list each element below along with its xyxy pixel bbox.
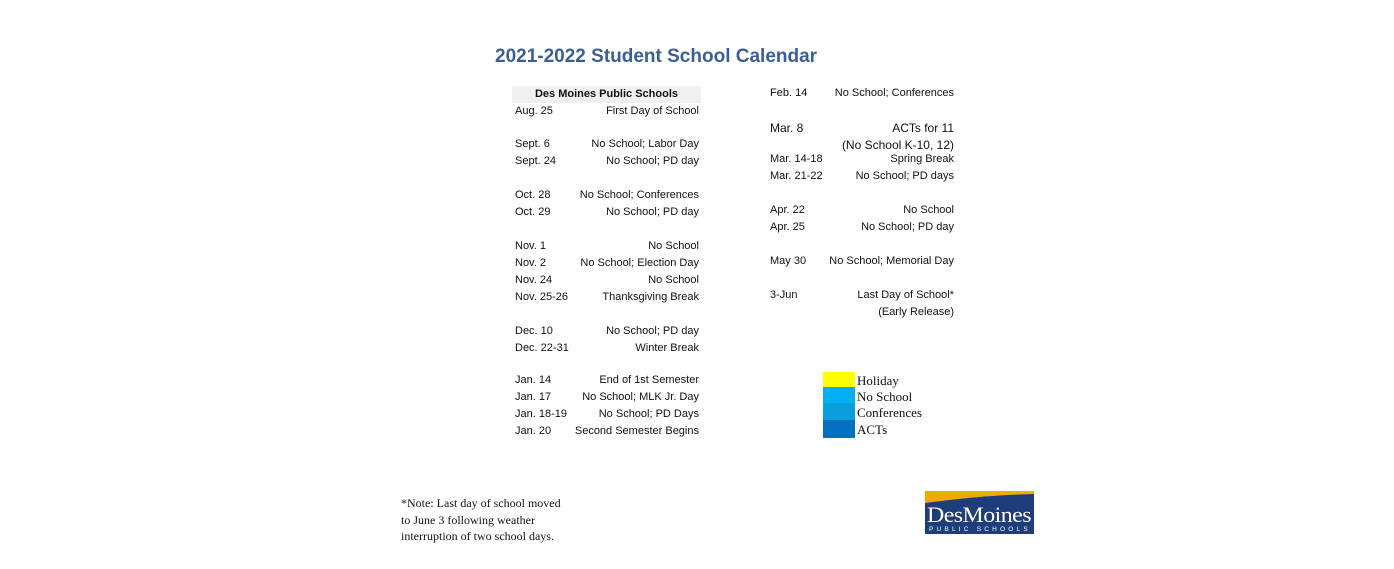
legend-label: Holiday — [857, 373, 899, 388]
calendar-row — [770, 120, 954, 136]
event-description: No School; PD day — [606, 155, 699, 167]
event-description: First Day of School — [606, 105, 699, 117]
event-date: 3-Jun — [770, 289, 798, 301]
calendar-row — [515, 341, 699, 355]
event-date: Feb. 14 — [770, 87, 808, 99]
event-description: Thanksgiving Break — [602, 291, 699, 303]
event-description: End of 1st Semester — [599, 374, 699, 386]
event-date: Oct. 29 — [515, 206, 551, 218]
calendar-row — [515, 290, 699, 304]
calendar-row — [515, 256, 699, 270]
event-description: Winter Break — [635, 342, 699, 354]
calendar-row — [515, 373, 699, 387]
calendar-row — [770, 203, 954, 217]
event-date: Dec. 10 — [515, 325, 553, 337]
calendar-row — [515, 273, 699, 287]
calendar-row — [515, 137, 699, 151]
event-description: No School — [903, 204, 954, 216]
event-date: Apr. 22 — [770, 204, 805, 216]
calendar-row — [770, 86, 954, 100]
event-description: No School; PD Days — [598, 408, 699, 420]
event-date: Oct. 28 — [515, 189, 551, 201]
event-note: (No School K-10, 12) — [841, 138, 954, 152]
event-date: May 30 — [770, 255, 807, 267]
calendar-row — [515, 239, 699, 253]
legend-swatch-conferences — [823, 403, 855, 420]
event-date: Jan. 17 — [515, 391, 552, 403]
event-description: No School; Memorial Day — [829, 255, 954, 267]
event-description: Spring Break — [890, 153, 954, 165]
logo-text: DesMoines — [927, 502, 1031, 527]
event-description: No School; Conferences — [834, 87, 954, 99]
event-date: Nov. 2 — [515, 257, 546, 269]
calendar-row — [515, 188, 699, 202]
legend-label: ACTs — [857, 422, 888, 437]
event-description: No School; Conferences — [579, 189, 699, 201]
event-description: No School — [648, 274, 699, 286]
event-date: Mar. 8 — [770, 121, 804, 135]
calendar-row — [770, 152, 954, 166]
footnote-line: to June 3 following weather — [401, 512, 535, 527]
district-header: Des Moines Public Schools — [512, 86, 701, 103]
event-description: No School; PD day — [861, 221, 954, 233]
event-date: Nov. 1 — [515, 240, 546, 252]
legend-swatch-holiday — [823, 372, 855, 387]
event-date: Aug. 25 — [515, 105, 553, 117]
event-date: Dec. 22-31 — [515, 342, 569, 354]
calendar-row — [515, 407, 699, 421]
event-description: ACTs for 11 — [892, 121, 954, 135]
des-moines-logo — [925, 491, 1034, 534]
event-description: No School; MLK Jr. Day — [582, 391, 699, 403]
legend-swatch-no-school — [823, 387, 855, 403]
event-description: No School; Election Day — [580, 257, 699, 269]
calendar-row — [515, 424, 699, 438]
event-description: No School; PD day — [606, 325, 699, 337]
event-description: Second Semester Begins — [574, 425, 699, 437]
logo-subtext: PUBLIC SCHOOLS — [929, 526, 1029, 533]
event-description: No School; Labor Day — [591, 138, 699, 150]
footnote-line: interruption of two school days. — [401, 529, 554, 543]
event-date: Sept. 6 — [515, 138, 550, 150]
footnote-line: *Note: Last day of school moved — [401, 496, 561, 510]
event-description: No School — [648, 240, 699, 252]
event-description: No School; PD day — [606, 206, 699, 218]
calendar-row — [770, 169, 954, 183]
legend-swatch-acts — [823, 420, 855, 438]
calendar-row — [515, 324, 699, 338]
calendar-row — [515, 104, 699, 118]
calendar-row — [770, 288, 954, 302]
event-date: Sept. 24 — [515, 155, 556, 167]
event-date: Apr. 25 — [770, 221, 805, 233]
page-title: 2021-2022 Student School Calendar — [495, 46, 818, 67]
event-description: Last Day of School* — [857, 289, 954, 301]
event-date: Mar. 21-22 — [770, 170, 823, 182]
calendar-row — [515, 154, 699, 168]
event-date: Jan. 14 — [515, 374, 552, 386]
calendar-row — [515, 205, 699, 219]
event-date: Jan. 18-19 — [515, 408, 567, 420]
event-date: Jan. 20 — [515, 425, 552, 437]
legend-label: Conferences — [857, 405, 922, 420]
footnote — [401, 495, 561, 545]
legend-label: No School — [857, 389, 913, 404]
event-date: Nov. 24 — [515, 274, 553, 286]
calendar-row — [770, 220, 954, 234]
event-note: (Early Release) — [878, 306, 954, 318]
event-description: No School; PD days — [855, 170, 954, 182]
event-date: Nov. 25-26 — [515, 291, 568, 303]
calendar-row — [770, 254, 954, 268]
calendar-row — [515, 390, 699, 404]
event-date: Mar. 14-18 — [770, 153, 823, 165]
